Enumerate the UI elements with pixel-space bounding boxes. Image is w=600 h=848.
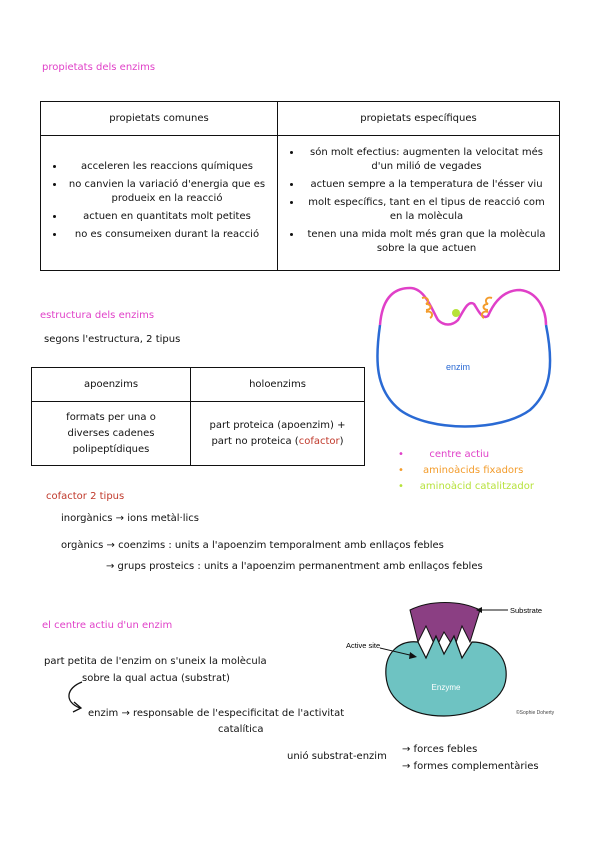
enzyme-label: Enzyme — [431, 683, 461, 692]
holoenzims-cell — [191, 402, 365, 466]
estructura-intro: segons l'estructura, 2 tipus — [44, 334, 181, 345]
list-item: • actuen en quantitats molt petites — [65, 210, 269, 224]
enzyme-body-outline — [377, 325, 550, 427]
legend-item: • aminoàcid catalitzador — [398, 481, 534, 492]
enzim-line-1: enzim → responsable de l'especificitat de l'activitat — [88, 708, 345, 719]
enzyme-diagram — [370, 280, 560, 440]
unio-label: unió substrat-enzim — [287, 751, 387, 762]
cofactor-word: cofactor — [298, 435, 340, 447]
enzim-label: enzim — [446, 362, 471, 372]
especifiques-cell — [278, 136, 560, 271]
legend-item: • aminoàcids fixadors — [398, 465, 524, 476]
header-especifiques: propietats específiques — [278, 102, 560, 136]
header-holoenzims: holoenzims — [191, 368, 365, 402]
list-item: • no canvien la variació d'energia que es produeix en la reacció — [65, 178, 269, 206]
substrate-label: Substrate — [510, 606, 543, 615]
holo-line-1: part proteica (apoenzim) + — [209, 419, 346, 431]
list-item: • tenen una mida molt més gran que la molècula sobre la que actuen — [302, 228, 551, 256]
cofactor-prosteics: → grups prosteics : units a l'apoenzim permanentment amb enllaços febles — [106, 561, 483, 572]
cofactor-title: cofactor 2 tipus — [46, 491, 125, 502]
holo-close-paren: ) — [339, 435, 344, 447]
definition-line-2: sobre la qual actua (substrat) — [82, 673, 230, 684]
section-title-estructura: estructura dels enzims — [40, 310, 155, 321]
cofactor-organics: orgànics → coenzims : units a l'apoenzim temporalment amb enllaços febles — [61, 540, 444, 551]
legend — [398, 449, 534, 492]
list-item: • són molt efectius: augmenten la velocitat més d'un milió de vegades — [302, 146, 551, 174]
list-item: • actuen sempre a la temperatura de l'ésser viu — [302, 178, 551, 192]
catalytic-aminoacid — [452, 309, 460, 317]
legend-label: centre actiu — [429, 449, 490, 460]
enzim-line-2: catalítica — [218, 724, 264, 735]
list-item: • molt específics, tant en el tipus de reacció com en la molècula — [302, 196, 551, 224]
substrate-shape — [410, 603, 480, 649]
credit-label: ©Sophie Doherty — [516, 710, 555, 716]
cofactor-inorganics: inorgànics → ions metàl·lics — [61, 513, 199, 524]
header-apoenzims: apoenzims — [32, 368, 191, 402]
holo-part-text: part no proteica ( — [211, 435, 299, 447]
enzyme-substrate-diagram — [340, 596, 560, 724]
propietats-table — [40, 101, 560, 271]
comunes-cell — [41, 136, 278, 271]
active-site-outline — [380, 288, 546, 325]
legend-item: • centre actiu — [398, 449, 490, 460]
list-item: • no es consumeixen durant la reacció — [65, 228, 269, 242]
header-comunes: propietats comunes — [41, 102, 278, 136]
fixing-aminoacid — [426, 312, 432, 318]
apoenzims-cell: formats per una o diverses cadenes polipeptídiques — [32, 402, 191, 466]
definition-line-1: part petita de l'enzim on s'uneix la molècula — [44, 656, 267, 667]
unio-forces: → forces febles — [402, 744, 478, 755]
active-site-label: Active site — [346, 641, 381, 650]
section-title-propietats: propietats dels enzims — [42, 62, 156, 73]
estructura-table — [31, 367, 365, 466]
legend-label: aminoàcid catalitzador — [419, 481, 534, 492]
list-item: • acceleren les reaccions químiques — [65, 160, 269, 174]
section-title-centre-actiu: el centre actiu d'un enzim — [42, 620, 173, 631]
legend-label: aminoàcids fixadors — [422, 465, 524, 476]
holo-line-2 — [197, 434, 358, 450]
enzyme-shape — [386, 636, 506, 716]
unio-formes: → formes complementàries — [402, 761, 539, 772]
